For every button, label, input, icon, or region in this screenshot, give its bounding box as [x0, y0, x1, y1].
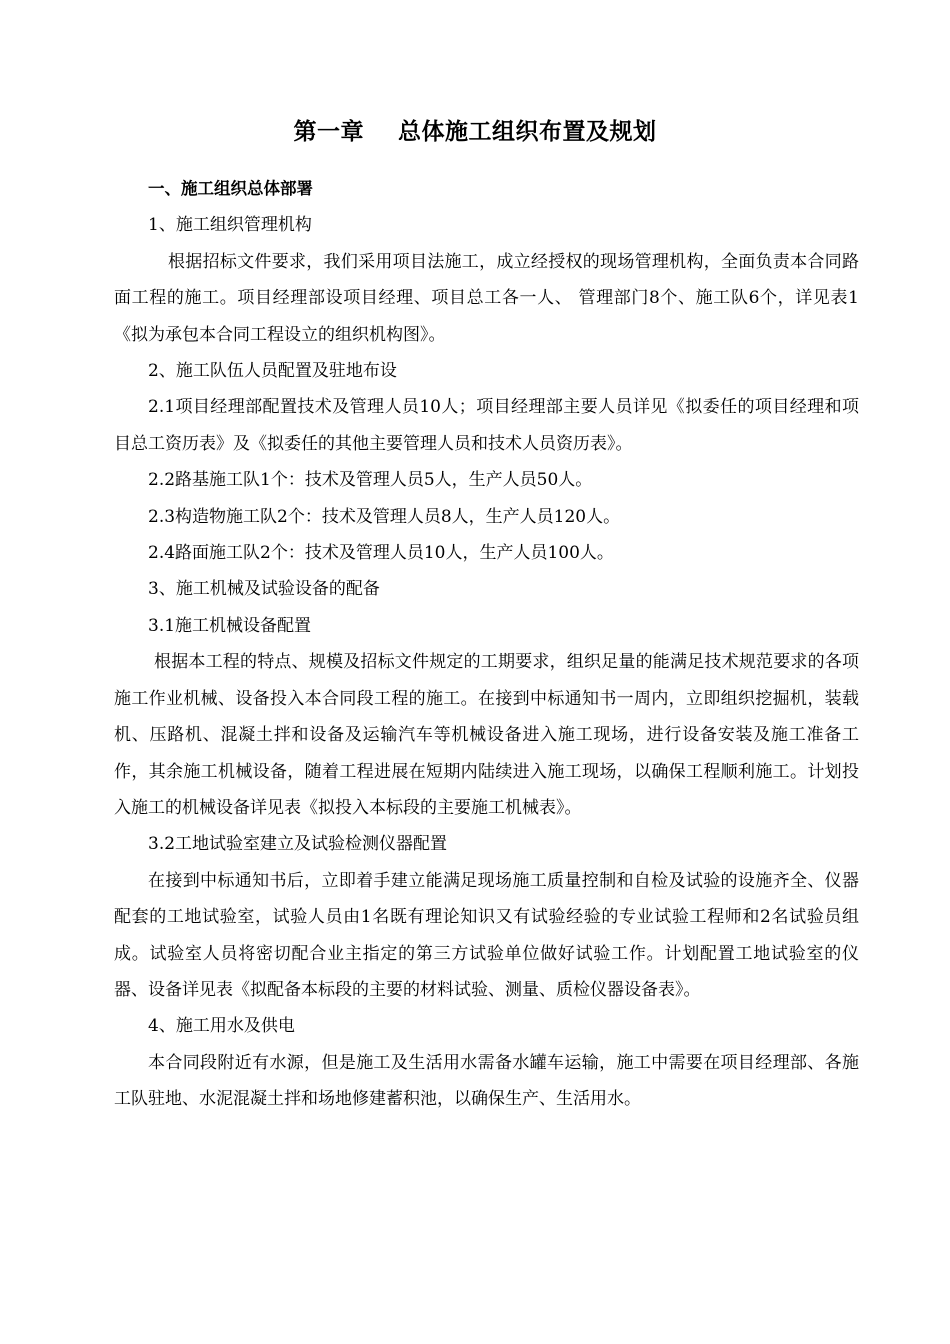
- document-body: [114, 171, 859, 1118]
- subsection-heading: 3、施工机械及试验设备的配备: [148, 579, 380, 600]
- body-paragraph: 根据招标文件要求，我们采用项目法施工，成立经授权的现场管理机构，全面负责本合同路面工程的施工。项目经理部设项目经理、项目总工各一人、 管理部门8个、施工队6个，详见表1《拟为承包本合同工程设立的组织机构图》。: [114, 251, 859, 345]
- subsection-heading: 1、施工组织管理机构: [148, 215, 312, 236]
- subsection-heading: 3.2工地试验室建立及试验检测仪器配置: [148, 834, 448, 855]
- subsection-heading: 3.1施工机械设备配置: [148, 615, 312, 636]
- body-paragraph: 2.2路基施工队1个：技术及管理人员5人，生产人员50人。: [148, 470, 593, 491]
- subsection-heading: 2、施工队伍人员配置及驻地布设: [148, 361, 397, 382]
- body-paragraph: 2.4路面施工队2个：技术及管理人员10人，生产人员100人。: [148, 543, 614, 564]
- chapter-title: 第一章 总体施工组织布置及规划: [293, 119, 657, 145]
- body-paragraph: 2.3构造物施工队2个：技术及管理人员8人，生产人员120人。: [148, 506, 621, 527]
- body-paragraph: 在接到中标通知书后，立即着手建立能满足现场施工质量控制和自检及试验的设施齐全、仪器配套的工地试验室，试验人员由1名既有理论知识又有试验经验的专业试验工程师和2名试验员组成。试验室人员将密切配合业主指定的第三方试验单位做好试验工作。计划配置工地试验室的仪器、设备详见表《拟配备本标段的主要的材料试验、测量、质检仪器设备表》。: [114, 870, 859, 1000]
- section-heading: 一、施工组织总体部署: [148, 179, 313, 198]
- subsection-heading: 4、施工用水及供电: [148, 1016, 295, 1037]
- body-paragraph: 根据本工程的特点、规模及招标文件规定的工期要求，组织足量的能满足技术规范要求的各项施工作业机械、设备投入本合同段工程的施工。在接到中标通知书一周内，立即组织挖掘机，装载机、压路机、混凝土拌和设备及运输汽车等机械设备进入施工现场，进行设备安装及施工准备工作，其余施工机械设备，随着工程进展在短期内陆续进入施工现场，以确保工程顺利施工。计划投入施工的机械设备详见表《拟投入本标段的主要施工机械表》。: [114, 652, 859, 818]
- body-paragraph: 2.1项目经理部配置技术及管理人员10人；项目经理部主要人员详见《拟委任的项目经理和项目总工资历表》及《拟委任的其他主要管理人员和技术人员资历表》。: [114, 397, 859, 454]
- body-paragraph: 本合同段附近有水源，但是施工及生活用水需备水罐车运输，施工中需要在项目经理部、各施工队驻地、水泥混凝土拌和场地修建蓄积池，以确保生产、生活用水。: [114, 1052, 859, 1110]
